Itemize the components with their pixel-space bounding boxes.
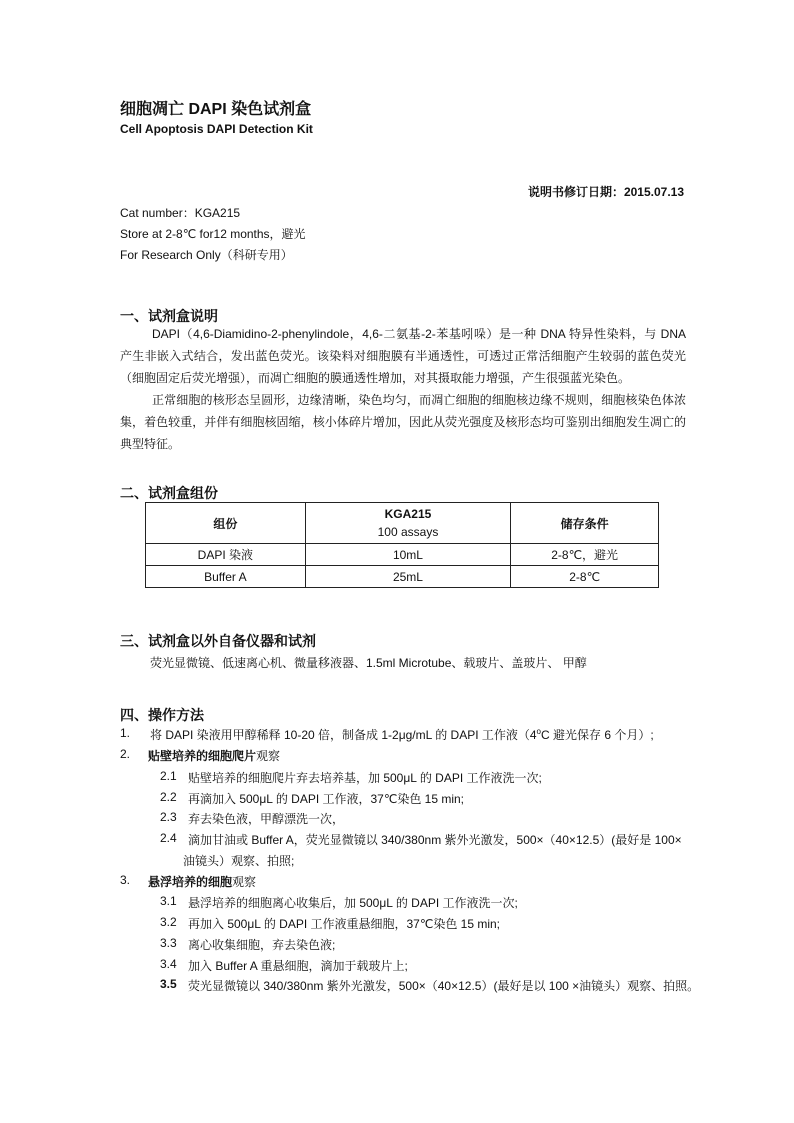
substep-number: 2.2 — [160, 790, 177, 804]
substep-number: 3.2 — [160, 915, 177, 929]
step-text — [150, 726, 654, 743]
substep-text: 贴壁培养的细胞爬片弃去培养基，加 500μL 的 DAPI 工作液洗一次; — [188, 771, 542, 785]
cell-component: Buffer A — [146, 566, 306, 588]
equipment-list: 荧光显微镜、低速离心机、微量移液器、1.5ml Microtube、载玻片、盖玻片、 甲醇 — [150, 656, 587, 670]
section-1-title: 一、试剂盒说明 — [120, 308, 218, 324]
step-2-bold: 贴壁培养的细胞爬片 — [148, 749, 257, 763]
substep-number: 3.3 — [160, 936, 177, 950]
cat-number: Cat number：KGA215 — [120, 206, 241, 220]
substep-number: 2.1 — [160, 769, 177, 783]
table-header-row — [146, 503, 659, 544]
list-item — [160, 977, 700, 993]
research-only: For Research Only（科研专用） — [120, 248, 293, 262]
step-number: 3. — [120, 873, 131, 887]
list-item — [160, 957, 408, 973]
intro-paragraph-2: 正常细胞的核形态呈圆形，边缘清晰，染色均匀，而凋亡细胞的细胞核边缘不规则，细胞核染色体浓集，着色较重，并伴有细胞核固缩，核小体碎片增加，因此从荧光强度及核形态均可鉴别出细胞发生凋亡的典型特征。 — [120, 393, 686, 451]
substep-text: 离心收集细胞，弃去染色液; — [188, 938, 336, 952]
list-item — [160, 894, 518, 910]
doc-title-en: Cell Apoptosis DAPI Detection Kit — [120, 122, 313, 136]
cell-amount: 10mL — [305, 544, 511, 566]
step-number: 1. — [120, 726, 131, 740]
section-4-title: 四、操作方法 — [120, 707, 204, 723]
substep-text: 再滴加入 500μL 的 DAPI 工作液，37℃染色 15 min; — [188, 792, 465, 806]
intro-paragraph-1: DAPI（4,6-Diamidino-2-phenylindole，4,6-二氨基-2-苯基吲哚）是一种 DNA 特异性染料，与 DNA 产生非嵌入式结合，发出蓝色荧光。该染料对细胞膜有半通透性，可透过正常活细胞产生较弱的蓝色荧光（细胞固定后荧光增强），而凋亡细胞的膜通透性增加，对其摄取能力增强，产生很强蓝光染色。 — [120, 327, 686, 385]
substep-number: 3.5 — [160, 977, 177, 991]
substep-text: 弃去染色液，甲醇漂洗一次， — [188, 812, 345, 826]
substep-number: 3.4 — [160, 957, 177, 971]
header-storage: 储存条件 — [511, 503, 659, 544]
storage-info: Store at 2-8℃ for12 months，避光 — [120, 227, 306, 241]
header-kit-code: KGA215 — [384, 507, 432, 521]
step-2 — [120, 747, 281, 763]
header-kit — [305, 503, 511, 544]
step-text — [148, 873, 256, 890]
substep-text: 悬浮培养的细胞离心收集后，加 500μL 的 DAPI 工作液洗一次; — [188, 896, 518, 910]
substep-continuation: 油镜头）观察、拍照; — [183, 854, 295, 868]
step-1-text-b: C 避光保存 6 个月）; — [541, 728, 654, 742]
substep-text: 再加入 500μL 的 DAPI 工作液重悬细胞，37℃染色 15 min; — [188, 917, 501, 931]
substep-text: 荧光显微镜以 340/380nm 紫外光激发，500×（40×12.5）(最好是以 100 ×油镜头）观察、拍照。 — [188, 979, 700, 993]
step-text — [148, 747, 280, 764]
cell-amount: 25mL — [305, 566, 511, 588]
list-item — [160, 769, 542, 785]
step-2-rest: 观察 — [256, 749, 281, 763]
substep-text: 滴加甘油或 Buffer A，荧光显微镜以 340/380nm 紫外光激发，500×（40×12.5）(最好是 100× — [188, 833, 682, 847]
cell-storage: 2-8℃ — [511, 566, 659, 588]
step-3-bold: 悬浮培养的细胞 — [148, 875, 233, 889]
substep-number: 2.3 — [160, 810, 177, 824]
header-assays: 100 assays — [377, 525, 439, 539]
step-1 — [120, 726, 654, 742]
list-item — [160, 915, 501, 931]
list-item — [160, 810, 345, 826]
section-1-body — [120, 323, 686, 455]
substep-text: 加入 Buffer A 重悬细胞，滴加于载玻片上; — [188, 959, 408, 973]
kit-components-table — [145, 502, 659, 588]
step-1-text-a: 将 DAPI 染液用甲醇稀释 10-20 倍，制备成 1-2μg/mL 的 DAPI 工作液（4 — [150, 728, 537, 742]
header-component: 组份 — [146, 503, 306, 544]
degree-sup: o — [536, 727, 541, 736]
list-item — [160, 831, 682, 847]
step-3-rest: 观察 — [232, 875, 257, 889]
list-item — [160, 790, 465, 806]
section-3-title: 三、试剂盒以外自备仪器和试剂 — [120, 633, 316, 649]
list-item — [160, 936, 336, 952]
doc-title-cn: 细胞凋亡 DAPI 染色试剂盒 — [120, 101, 312, 118]
substep-number: 2.4 — [160, 831, 177, 845]
step-number: 2. — [120, 747, 131, 761]
table-row — [146, 544, 659, 566]
revision-date: 说明书修订日期：2015.07.13 — [527, 185, 684, 199]
step-3 — [120, 873, 257, 889]
cell-storage: 2-8℃，避光 — [511, 544, 659, 566]
table-row — [146, 566, 659, 588]
substep-number: 3.1 — [160, 894, 177, 908]
section-2-title: 二、试剂盒组份 — [120, 485, 218, 501]
cell-component: DAPI 染液 — [146, 544, 306, 566]
